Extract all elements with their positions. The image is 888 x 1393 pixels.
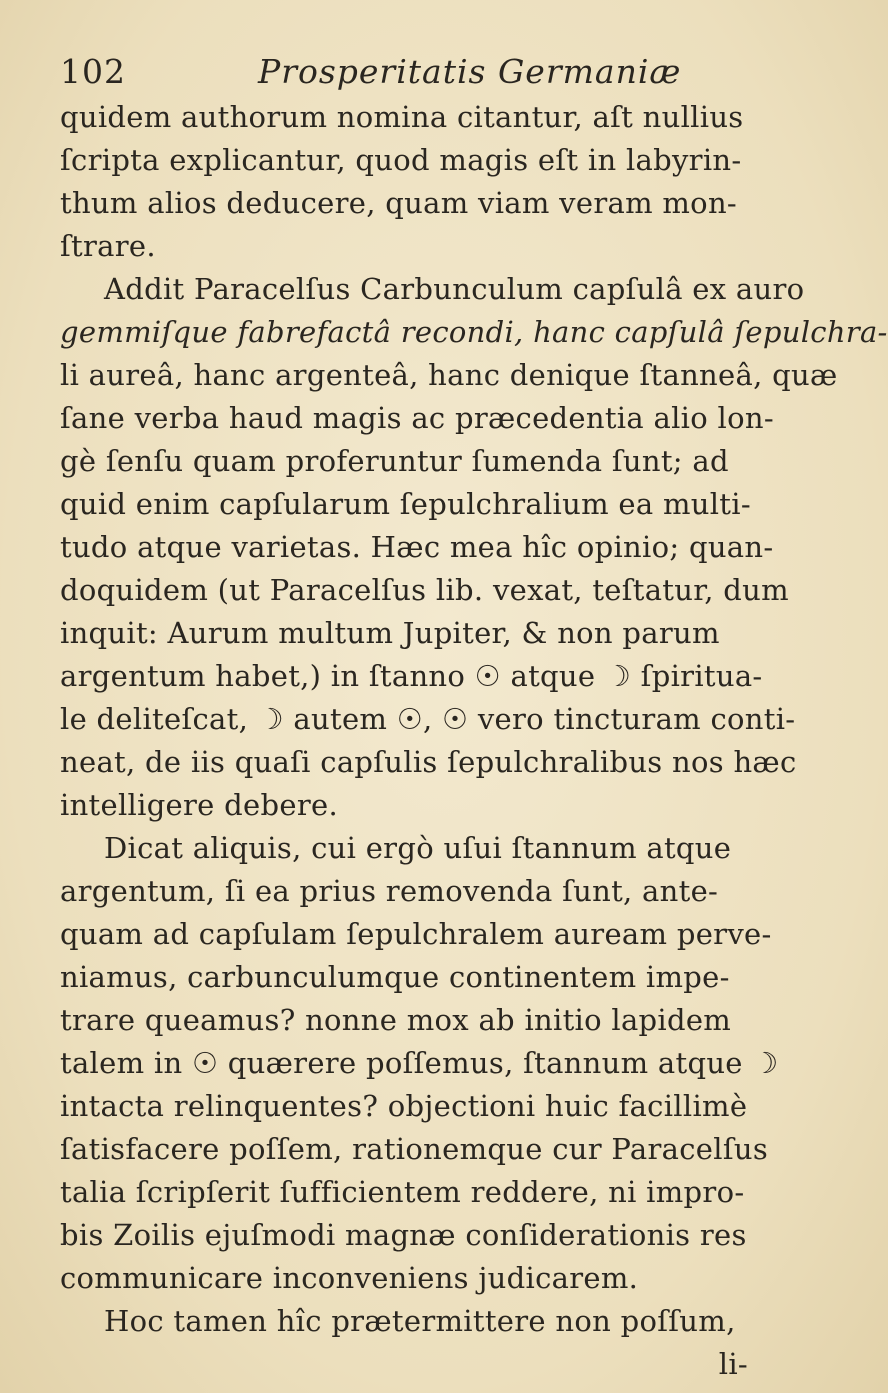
text-line: ſtrare. [60, 229, 156, 263]
text-line: communicare inconveniens judicarem. [60, 1261, 639, 1295]
text-line: talem in ☉ quærere poſſemus, ſtannum atque ☽ [60, 1046, 779, 1080]
page-header [60, 52, 760, 96]
text-line: ſane verba haud magis ac præcedentia alio lon- [60, 401, 774, 435]
text-line: thum alios deducere, quam viam veram mon- [60, 186, 738, 220]
text-line: li aureâ, hanc argenteâ, hanc denique ſtanneâ, quæ [60, 358, 838, 392]
text-line: Dicat aliquis, cui ergò uſui ſtannum atque [104, 831, 732, 865]
text-line: niamus, carbunculumque continentem impe- [60, 960, 730, 994]
text-line: quid enim capſularum ſepulchralium ea multi- [60, 487, 751, 521]
text-line: quidem authorum nomina citantur, aſt nullius [60, 100, 744, 134]
text-line: bis Zoilis ejuſmodi magnæ conſiderationis res [60, 1218, 747, 1252]
catchword: li- [718, 1347, 748, 1381]
text-line: intacta relinquentes? objectioni huic facillimè [60, 1089, 748, 1123]
text-line: talia ſcripſerit ſufficientem reddere, ni impro- [60, 1175, 745, 1209]
text-line: ſcripta explicantur, quod magis eſt in labyrin- [60, 143, 742, 177]
text-line: le delitеſcat, ☽ autem ☉, ☉ vero tincturam conti- [60, 702, 796, 736]
text-line: gemmiſque fabrefactâ recondi, hanc capſulâ ſepulchra- [60, 315, 888, 349]
text-line: argentum habet,) in ſtanno ☉ atque ☽ ſpiritua- [60, 659, 763, 693]
page-number: 102 [60, 52, 126, 91]
text-line: inquit: Aurum multum Jupiter, & non parum [60, 616, 720, 650]
text-line: gè ſenſu quam proferuntur ſumenda ſunt; ad [60, 444, 729, 478]
text-line: Addit Paracelſus Carbunculum capſulâ ex auro [104, 272, 805, 306]
text-line: tudo atque varietas. Hæc mea hîc opinio; quan- [60, 530, 774, 564]
text-line: neat, de iis quaſi capſulis ſepulchralibus nos hæc [60, 745, 797, 779]
text-line: argentum, ſi ea prius removenda ſunt, ante- [60, 874, 719, 908]
text-line: trare queamus? nonne mox ab initio lapidem [60, 1003, 732, 1037]
text-line: Hoc tamen hîc prætermittere non poſſum, [104, 1304, 736, 1338]
text-line: ſatisfacere poſſem, rationemque cur Paracelſus [60, 1132, 769, 1166]
text-line: doquidem (ut Paracelſus lib. vexat, teſtatur, dum [60, 573, 789, 607]
text-line: intelligere debere. [60, 788, 338, 822]
running-head: Prosperitatis Germaniæ [258, 52, 682, 91]
text-line: quam ad capſulam ſepulchralem auream perve- [60, 917, 772, 951]
body-text [60, 96, 888, 1386]
